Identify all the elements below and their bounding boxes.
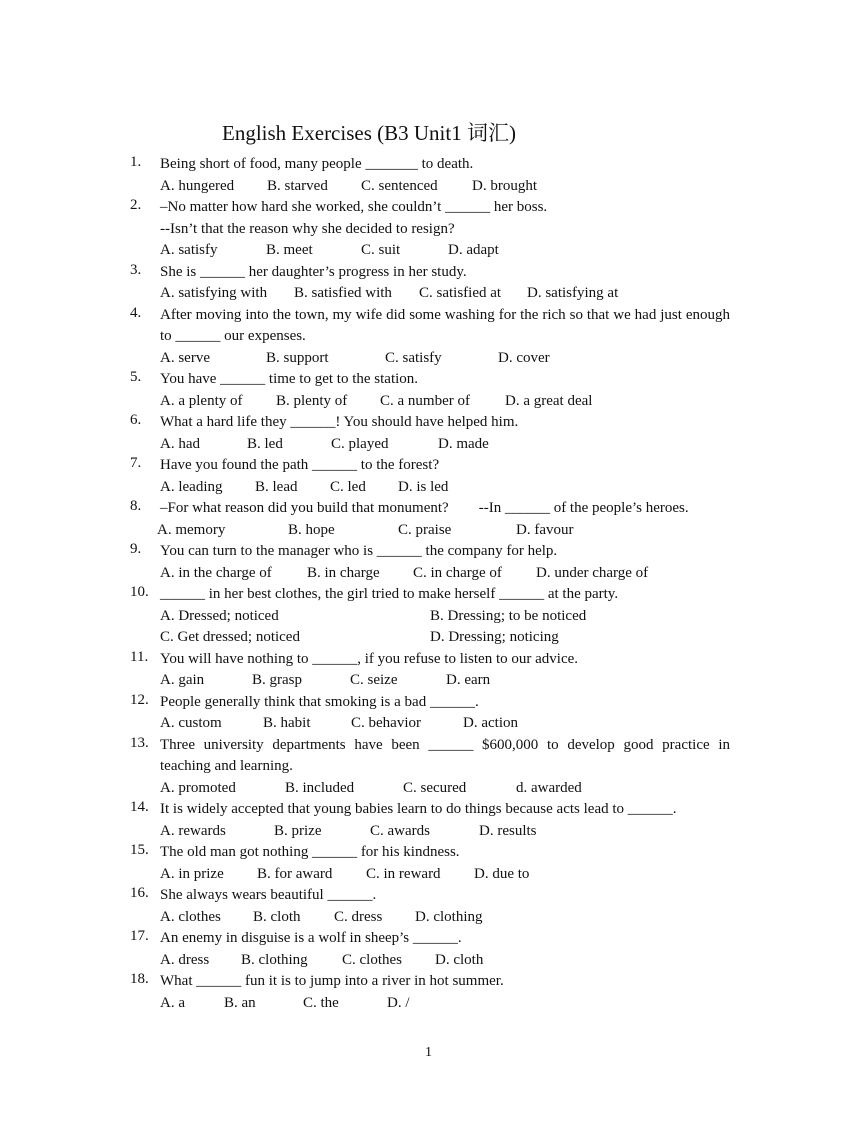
- option-a: A. leading: [160, 478, 223, 495]
- option-d: D. brought: [472, 177, 537, 194]
- option-b: B. grasp: [252, 672, 302, 688]
- option-d: D. made: [438, 435, 489, 452]
- option-row: [160, 563, 730, 585]
- option-row: [160, 240, 730, 262]
- option-b: B. support: [266, 349, 329, 366]
- option-d: D. favour: [516, 521, 574, 538]
- question-item: [130, 584, 730, 649]
- question-item: [130, 541, 730, 584]
- option-row: [160, 348, 730, 370]
- option-row: [160, 283, 730, 305]
- question-number: 7.: [130, 455, 142, 471]
- question-stem: What ______ fun it is to jump into a river in hot summer.: [160, 973, 504, 989]
- option-c: C. played: [331, 435, 389, 452]
- question-item: [130, 262, 730, 305]
- option-row: [160, 907, 730, 929]
- question-stem: You have ______ time to get to the station.: [160, 371, 419, 387]
- question-stem: It is widely accepted that young babies learn to do things because acts lead to ______.: [160, 801, 677, 817]
- option-d: D. earn: [446, 672, 491, 688]
- option-c: C. in charge of: [413, 564, 502, 581]
- question-number: 17.: [130, 928, 149, 944]
- option-a: A. satisfying with: [160, 285, 268, 301]
- option-row: [160, 864, 730, 886]
- question-stem: You will have nothing to ______, if you refuse to listen to our advice.: [160, 650, 579, 667]
- question-stem: She is ______ her daughter’s progress in her study.: [160, 263, 467, 280]
- option-c: C. seize: [350, 672, 398, 688]
- option-grid: [160, 606, 730, 649]
- question-stem: An enemy in disguise is a wolf in sheep’s ______.: [160, 930, 462, 946]
- question-item: [130, 412, 730, 455]
- option-c: C. satisfied at: [419, 285, 502, 301]
- question-stem: You can turn to the manager who is ______ the company for help.: [160, 543, 558, 559]
- option-a: A. serve: [160, 349, 210, 366]
- option-a: A. a: [160, 994, 185, 1011]
- option-row: [160, 713, 730, 735]
- option-d: D. results: [479, 822, 537, 839]
- question-number: 4.: [130, 304, 142, 321]
- question-stem: The old man got nothing ______ for his kindness.: [160, 844, 460, 860]
- option-d: D. adapt: [448, 242, 499, 258]
- option-b: B. in charge: [307, 564, 380, 581]
- question-item: [130, 692, 730, 735]
- option-b: B. lead: [255, 478, 298, 495]
- question-item: [130, 971, 730, 1014]
- option-c: C. in reward: [366, 865, 441, 882]
- question-stem: ______ in her best clothes, the girl tried to make herself ______ at the party.: [160, 586, 619, 602]
- option-b: B. an: [224, 994, 256, 1011]
- question-number: 11.: [130, 648, 149, 665]
- option-c: C. suit: [361, 242, 401, 258]
- option-d: D. clothing: [415, 908, 483, 925]
- option-c: C. dress: [334, 908, 383, 925]
- option-a: A. had: [160, 435, 200, 452]
- question-stem: Three university departments have been ______ $600,000 to develop good practice in teaching and learning.: [160, 736, 730, 774]
- option-c: C. behavior: [351, 715, 421, 731]
- option-c: C. secured: [403, 779, 467, 796]
- option-a: A. dress: [160, 951, 210, 968]
- option-row: [160, 993, 730, 1015]
- option-b: B. plenty of: [276, 392, 348, 409]
- option-b: B. meet: [266, 242, 313, 258]
- option-b: B. habit: [263, 715, 311, 731]
- option-d: D. Dressing; noticing: [430, 629, 559, 645]
- question-number: 9.: [130, 541, 142, 557]
- option-row: [160, 778, 730, 800]
- question-number: 14.: [130, 799, 149, 815]
- question-item: [130, 842, 730, 885]
- question-stem: People generally think that smoking is a bad ______.: [160, 693, 479, 710]
- question-item: [130, 735, 730, 800]
- question-item: [130, 455, 730, 498]
- question-number: 13.: [130, 734, 149, 751]
- question-number: 5.: [130, 369, 142, 385]
- question-item: [130, 799, 730, 842]
- question-item: [130, 498, 730, 541]
- question-number: 3.: [130, 261, 142, 278]
- option-a: A. in the charge of: [160, 564, 272, 581]
- option-a: A. custom: [160, 715, 222, 731]
- option-d: D. under charge of: [536, 564, 649, 581]
- option-c: C. Get dressed; noticed: [160, 629, 300, 645]
- option-row: [160, 477, 730, 499]
- page-title: English Exercises (B3 Unit1 词汇): [222, 121, 516, 145]
- option-c: C. awards: [370, 822, 430, 839]
- option-row: [160, 670, 730, 692]
- question-number: 15.: [130, 842, 149, 858]
- question-stem: –No matter how hard she worked, she couldn’t ______ her boss.: [160, 199, 548, 215]
- question-number: 6.: [130, 412, 142, 428]
- option-row: [160, 391, 730, 413]
- option-b: B. for award: [257, 865, 333, 882]
- question-number: 2.: [130, 197, 142, 213]
- option-c: C. clothes: [342, 951, 402, 968]
- option-row: [157, 520, 730, 542]
- option-c: C. praise: [398, 521, 452, 538]
- option-a: A. gain: [160, 672, 205, 688]
- option-a: A. hungered: [160, 177, 235, 194]
- option-b: B. satisfied with: [294, 285, 392, 301]
- question-item: [130, 649, 730, 692]
- option-a: A. in prize: [160, 865, 224, 882]
- question-stem: She always wears beautiful ______.: [160, 887, 377, 903]
- option-b: B. clothing: [241, 951, 308, 968]
- option-c: C. satisfy: [385, 349, 442, 366]
- option-row: [160, 821, 730, 843]
- option-b: B. Dressing; to be noticed: [430, 607, 587, 624]
- option-d: D. /: [387, 994, 410, 1011]
- question-number: 16.: [130, 885, 149, 901]
- question-stem: –For what reason did you build that monument? --In ______ of the people’s heroes.: [160, 500, 689, 516]
- question-number: 1.: [130, 154, 142, 170]
- option-b: B. prize: [274, 822, 322, 839]
- option-d: D. is led: [398, 478, 449, 495]
- question-item: [130, 154, 730, 197]
- option-b: B. starved: [267, 177, 328, 194]
- option-b: B. cloth: [253, 908, 301, 925]
- option-row: [160, 176, 730, 198]
- question-item: [130, 197, 730, 262]
- question-item: [130, 369, 730, 412]
- question-number: 8.: [130, 498, 142, 514]
- question-item: [130, 305, 730, 370]
- option-c: C. the: [303, 994, 339, 1011]
- question-stem: Have you found the path ______ to the forest?: [160, 457, 440, 473]
- question-number: 12.: [130, 691, 149, 708]
- question-stem: What a hard life they ______! You should have helped him.: [160, 414, 519, 430]
- option-d: D. cloth: [435, 951, 484, 968]
- option-a: A. promoted: [160, 779, 236, 796]
- question-stem: After moving into the town, my wife did some washing for the rich so that we had just enough to ______ our expenses.: [160, 306, 730, 344]
- page-number: 1: [425, 1045, 432, 1060]
- option-row: [160, 434, 730, 456]
- option-a: A. memory: [157, 521, 226, 538]
- option-d: D. satisfying at: [527, 285, 619, 301]
- option-c: C. sentenced: [361, 177, 438, 194]
- question-item: [130, 885, 730, 928]
- exercise-list: [130, 154, 730, 1014]
- option-a: A. a plenty of: [160, 392, 243, 409]
- option-row: [160, 950, 730, 972]
- option-a: A. clothes: [160, 908, 221, 925]
- option-d: D. a great deal: [505, 392, 593, 409]
- option-b: B. hope: [288, 521, 335, 538]
- option-d: D. due to: [474, 865, 530, 882]
- option-d: D. cover: [498, 349, 550, 366]
- question-stem: Being short of food, many people _______ to death.: [160, 156, 474, 172]
- option-d: d. awarded: [516, 779, 582, 796]
- option-a: A. satisfy: [160, 242, 218, 258]
- option-a: A. rewards: [160, 822, 226, 839]
- option-c: C. a number of: [380, 392, 470, 409]
- option-b: B. included: [285, 779, 355, 796]
- question-stem-line-2: --Isn’t that the reason why she decided to resign?: [160, 220, 455, 237]
- question-item: [130, 928, 730, 971]
- option-b: B. led: [247, 435, 283, 452]
- question-number: 18.: [130, 971, 149, 987]
- option-a: A. Dressed; noticed: [160, 607, 279, 624]
- option-d: D. action: [463, 715, 518, 731]
- option-c: C. led: [330, 478, 366, 495]
- question-number: 10.: [130, 584, 149, 600]
